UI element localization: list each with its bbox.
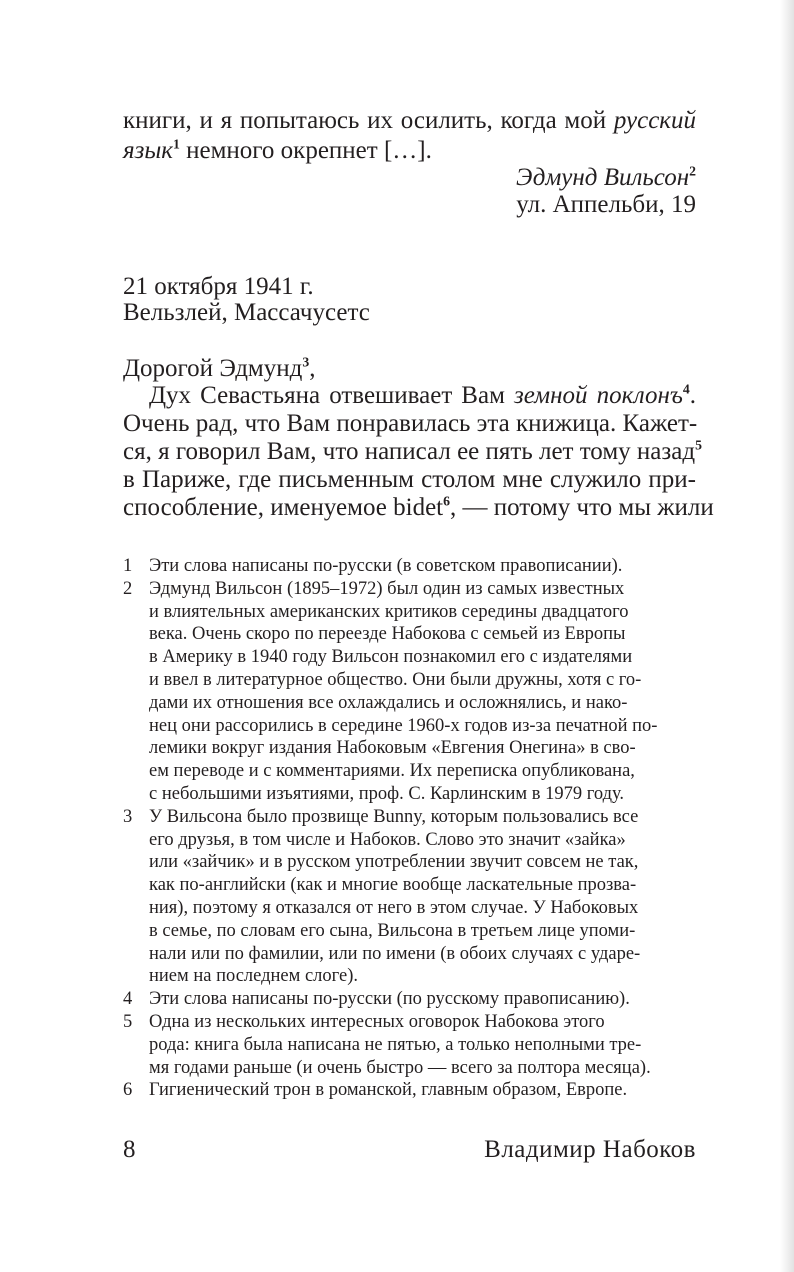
footnote-text: Эти слова написаны по-русски (в советском правописании). [149, 556, 623, 576]
footnote [123, 988, 696, 1011]
footnote [123, 1011, 696, 1079]
italic-russian-word: русский [613, 107, 696, 134]
footnote-ref-5: 5 [695, 437, 702, 453]
footnote-number: 3 [123, 806, 133, 827]
footnote-number: 4 [123, 989, 133, 1010]
footnote-text: Одна из нескольких интересных оговорок Набокова этого рода: книга была написана не пятью, а только неполными тре- мя годами раньше (и очень быстро — всего за полтора месяца). [149, 1011, 651, 1078]
letter-body-line-1: Дух Севастьяна отвешивает Вам земной поклонъ$^4$. [149, 381, 696, 409]
footnote-number: 5 [123, 1011, 133, 1032]
footnote-text: Эти слова написаны по-русски (по русскому правописанию). [149, 989, 630, 1010]
letter-body-line-3: ся, я говорил Вам, что написал ее пять лет тому назад$^5$ [123, 437, 702, 465]
footnote-ref-4: 4 [682, 381, 690, 397]
footnote-ref-2: 2 [689, 163, 696, 179]
footnote-ref-6: 6 [443, 493, 450, 509]
footnotes [123, 555, 696, 1102]
footnote-text: У Вильсона было прозвище Bunny, которым пользовались все его друзья, в том числе и Набоков. Слово это значит «зайка» или «зайчик» и в русском употреблении звучит совсем не так, как по-английски (как и многие вообще ласкательные прозва- ния), поэтому я отказался от него в этом случае. У Набоковых в семье, по словам его сына, Вильсона в третьем лице упоми- нали или по фамилии, или по имени (в обоих случаях с ударе- нием на последнем слоге). [149, 806, 641, 987]
footnote [123, 555, 696, 578]
page-number: 8 [123, 1136, 136, 1163]
letter-body-line-2: Очень рад, что Вам понравилась эта книжица. Кажет- [123, 410, 698, 437]
footnote-text: Гигиенический трон в романской, главным образом, Европе. [149, 1080, 628, 1101]
footnote [123, 806, 696, 988]
page-edge-shadow [780, 0, 794, 1272]
italic-bow-phrase: земной поклонъ [513, 382, 683, 409]
footnote-number: 6 [123, 1080, 133, 1101]
letter-date: 21 октября 1941 г. [123, 273, 314, 300]
footnote [123, 578, 696, 806]
letter-body-line-5: способление, именуемое bidet$^6$, — потому что мы жили [123, 493, 714, 521]
running-author: Владимир Набоков [484, 1136, 696, 1163]
footnote-ref-3: 3 [302, 354, 310, 370]
letter-place: Вельзлей, Массачусетс [123, 299, 370, 326]
footnote-number: 1 [123, 556, 133, 576]
prev-letter-line-1: книги, и я попытаюсь их осилить, когда мой русский [123, 107, 696, 134]
italic-language-word: язык [123, 137, 173, 164]
footnote-text: Эдмунд Вильсон (1895–1972) был один из самых известных и влиятельных американских критиков середины двадцатого века. Очень скоро по переезде Набокова с семьей из Европы в Америку в 1940 году Вильсон познакомил его с издателями и ввел в литературное общество. Они были дружны, хотя с го- дами их отношения все охлаждались и осложнялись, и нако- нец они рассорились в середине 1960-х годов из-за печатной по- лемики вокруг издания Набоковым «Евгения Онегина» в сво- ем переводе и с комментариями. Их переписка опубликована, с небольшими изъятиями, проф. С. Карлинским в 1979 году. [149, 578, 658, 804]
letter-body-line-4: в Париже, где письменным столом мне служило при- [123, 466, 696, 493]
letter-greeting: Дорогой Эдмунд$^3$, [123, 354, 316, 382]
footnote-ref-1: 1 [173, 136, 180, 152]
prev-letter-line-2: язык$^1$ немного окрепнет […]. [123, 136, 432, 164]
footnote [123, 1079, 696, 1102]
prev-letter-signature: Эдмунд Вильсон$^2$ [515, 163, 696, 191]
footnote-number: 2 [123, 578, 133, 599]
prev-letter-address: ул. Аппельби, 19 [516, 191, 696, 218]
